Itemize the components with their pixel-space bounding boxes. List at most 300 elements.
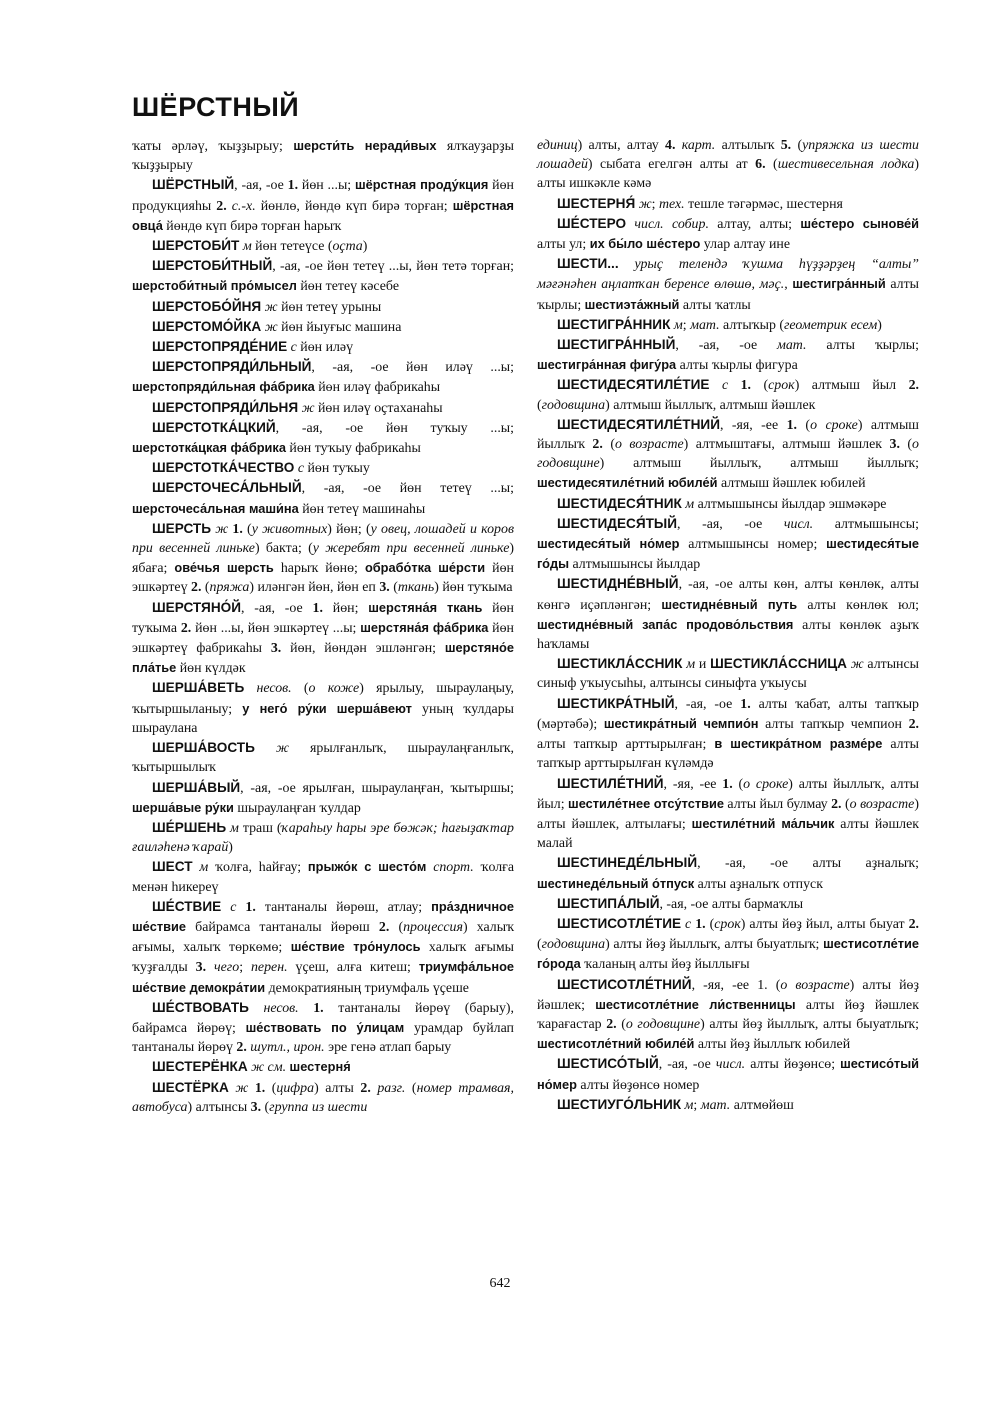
- dictionary-entry: [132, 738, 514, 777]
- example-phrase: шёрстная проду́кция: [354, 177, 489, 193]
- translation-text: (: [405, 1080, 417, 1096]
- grammar-note: м: [242, 239, 252, 255]
- example-phrase: шестерня́: [289, 1059, 351, 1075]
- translation-text: , -ая, -ое: [677, 516, 784, 532]
- dictionary-entry: [132, 297, 514, 317]
- translation-text: үҫеш, алға китеш;: [287, 960, 419, 976]
- grammar-note: ж см.: [251, 1060, 287, 1076]
- translation-text: ;: [651, 196, 659, 212]
- translation-text: алтмышынсы номер;: [679, 537, 827, 553]
- translation-text: , -ая, -ое йөн туҡыу ...ы;: [275, 420, 514, 436]
- grammar-note: единиц: [537, 138, 578, 153]
- translation-text: ) алты: [314, 1080, 361, 1096]
- translation-text: алтынсы синыф уҡыусыһы, алтынсы синыфта уҡыусы: [537, 657, 919, 692]
- dictionary-entry: [537, 774, 919, 854]
- grammar-note: пряжа: [209, 580, 250, 596]
- translation-text: (: [791, 138, 803, 153]
- example-phrase: ше́ствие тро́нулось: [290, 939, 421, 955]
- grammar-note: упряжка из шести лошадей: [537, 138, 919, 173]
- translation-text: ): [228, 840, 233, 856]
- grammar-note: с: [685, 916, 692, 932]
- translation-text: алты йәшлек малай: [537, 816, 920, 852]
- headword: ШЕСТИГРА́ННИК: [557, 316, 671, 332]
- translation-text: йөн күлдәк: [176, 661, 246, 677]
- translation-text: йөн ...ы, йөн эшкәртеү ...ы;: [191, 620, 361, 636]
- translation-text: байрамса тантаналы йөрөш: [186, 919, 379, 935]
- translation-text: , -ая, -ое: [234, 178, 288, 194]
- headword: ШЕСТИДЕСЯ́ТЫЙ: [557, 515, 678, 531]
- translation-text: , -ая, -ое йөн тетеү ...ы, йөн тетә торған;: [272, 259, 514, 275]
- dictionary-entry: [132, 519, 514, 598]
- example-phrase: у него́ ру́ки шерша́веют: [242, 700, 412, 716]
- translation-text: ҡаланың алты йөҙ йыллығы: [580, 957, 750, 973]
- translation-text: ) алты, алтау: [577, 138, 666, 153]
- example-phrase: шерстяно́е пла́тье: [132, 640, 514, 676]
- translation-text: урамдар буйлап тантаналы йөрөү: [132, 1020, 514, 1056]
- sense-number: 2.: [908, 378, 919, 394]
- example-phrase: шестисо́тый но́мер: [537, 1056, 919, 1092]
- translation-text: (: [265, 1080, 277, 1096]
- translation-text: [206, 960, 214, 975]
- usage-label: мат.: [777, 338, 807, 354]
- sense-number: 3.: [270, 641, 282, 657]
- translation-text: траш (: [238, 820, 282, 836]
- sense-number: 2.: [236, 1040, 247, 1056]
- translation-text: алты йөҙ йәшлек ҡарағастар: [537, 997, 919, 1032]
- translation-text: ;: [682, 317, 691, 333]
- grammar-note: шестивесельная лодка: [777, 157, 915, 173]
- dictionary-entry: [132, 598, 514, 679]
- headword: ШЕРСТОТКА́ЧЕСТВО: [152, 460, 295, 476]
- headword: ШЕ́СТВИЕ: [152, 898, 222, 914]
- sense-number: 2.: [592, 437, 603, 453]
- headword: ШЕРСТОПРЯДЕ́НИЕ: [152, 339, 288, 355]
- dictionary-entry: [132, 357, 514, 397]
- grammar-note: о возрасте: [849, 796, 915, 812]
- translation-text: алты йөҙөнсө;: [745, 1057, 841, 1073]
- dictionary-entry: [537, 853, 919, 893]
- usage-label: мат.: [690, 317, 720, 333]
- dictionary-entry: [132, 317, 514, 337]
- grammar-note: о сроке: [810, 417, 858, 433]
- example-phrase: шестисотле́тие го́рода: [537, 936, 919, 972]
- example-phrase: прыжо́к с шесто́м: [307, 859, 427, 875]
- headword: ШЕРСТОЧЕСА́ЛЬНЫЙ: [152, 480, 302, 496]
- example-phrase: шестисотле́тние ли́ственницы: [595, 996, 796, 1012]
- translation-text: алты йөҙөнсө номер: [576, 1077, 700, 1093]
- grammar-note: м: [684, 1097, 694, 1113]
- dictionary-entry: [132, 998, 514, 1058]
- translation-text: (: [389, 580, 398, 596]
- sense-number: 1.: [786, 417, 797, 433]
- translation-text: алты ҡырлы;: [537, 277, 919, 313]
- translation-text: , -ая, -ое йөн тетеү ...ы;: [301, 481, 514, 497]
- sense-number: 2.: [216, 198, 227, 214]
- translation-text: ) алтмыш йыллыҡ: [537, 417, 919, 453]
- translation-text: , -ая, -ое алты аҙналыҡ;: [697, 856, 919, 872]
- sense-number: 2.: [360, 1080, 371, 1096]
- translation-text: алты ҡырлы фигура: [676, 358, 798, 374]
- translation-text: алтмыш йәшлек юбилей: [717, 476, 866, 492]
- translation-text: ) йөн; (: [327, 521, 371, 537]
- sense-number: 1.: [695, 916, 706, 932]
- translation-text: (: [751, 378, 769, 394]
- usage-label: перен.: [250, 960, 288, 976]
- usage-label: мат.: [700, 1097, 731, 1113]
- example-phrase: шерстопряди́льная фа́брика: [132, 379, 315, 395]
- translation-text: (: [899, 437, 913, 453]
- grammar-note: чего: [214, 960, 240, 976]
- grammar-note: ж: [301, 400, 315, 416]
- grammar-note: ткань: [397, 580, 435, 596]
- translation-text: , -ая, -ое ярылған, шыраулаңған, ҡытыршы;: [240, 780, 514, 796]
- translation-text: ҡолға менән һикереү: [132, 860, 515, 895]
- translation-text: алтау, алты;: [708, 216, 801, 232]
- headword: ШЕРСТОБИ́ТНЫЙ: [152, 258, 273, 274]
- translation-text: ): [877, 317, 882, 333]
- example-phrase: шестидесятиле́тний юбиле́й: [537, 475, 718, 491]
- dictionary-entry: [537, 214, 919, 254]
- translation-text: ) алтмыш йыллыҡ, алтмыш йыллыҡ;: [599, 456, 919, 472]
- translation-text: , -ая, -ое: [674, 696, 741, 712]
- translation-text: алты көнлөк юл;: [797, 597, 920, 613]
- grammar-note: ж: [264, 299, 278, 315]
- sense-number: 5.: [780, 138, 792, 153]
- dictionary-entry: [132, 857, 514, 896]
- dictionary-entry: [537, 254, 919, 315]
- headword: ШЕ́РШЕНЬ: [152, 819, 227, 835]
- translation-text: ҡолға, һайғау;: [208, 860, 308, 876]
- translation-text: алты тапҡыр чемпион: [758, 716, 909, 732]
- translation-text: ) алтмыш йыллыҡ, алтмыш йәшлек: [605, 397, 816, 413]
- translation-text: (: [732, 776, 744, 792]
- headword: ШЕСТИЛЕ́ТНИЙ: [557, 775, 664, 791]
- dictionary-entry: [537, 1054, 919, 1094]
- headword: ШЕРСТОПРЯДИ́ЛЬНЫЙ: [152, 359, 312, 375]
- dictionary-entry: [537, 894, 919, 914]
- usage-label: числ.: [783, 516, 814, 532]
- sense-number: 3.: [379, 580, 390, 596]
- translation-text: ) алтмыш йыл: [794, 378, 909, 394]
- usage-label: спорт.: [433, 860, 474, 876]
- dictionary-entry: [132, 256, 514, 296]
- dictionary-entry: [132, 136, 514, 175]
- grammar-note: ж: [215, 521, 229, 537]
- dictionary-entry: [537, 654, 919, 693]
- grammar-note: с: [297, 461, 304, 477]
- example-phrase: шестиэта́жный: [584, 296, 680, 312]
- translation-text: , -яя, -ее: [663, 776, 723, 792]
- translation-text: ) сыбата егелгән алты ат: [587, 157, 756, 173]
- sense-number: 2.: [908, 716, 919, 732]
- headword: ШЕСТИДЕСЯ́ТНИК: [557, 495, 682, 511]
- grammar-note: геометрик есем: [784, 317, 878, 333]
- translation-text: ) иләнгән йөн, йөн еп: [249, 580, 380, 596]
- translation-text: йөн иләү фабрикаһы: [314, 380, 441, 396]
- grammar-note: группа из шести: [269, 1099, 368, 1115]
- example-phrase: шерстяна́я фа́брика: [360, 619, 489, 635]
- headword: ШЕСТЁРКА: [152, 1079, 229, 1095]
- usage-label: с.-х.: [231, 198, 256, 214]
- translation-text: ялҡауҙарҙы ҡыҙҙырыу: [132, 139, 514, 174]
- dictionary-entry: [537, 375, 919, 414]
- translation-text: ) алты йәшлек, алтылағы;: [537, 796, 919, 832]
- example-phrase: шёрстная овца́: [132, 197, 514, 233]
- headword: ШЕСТИПА́ЛЫЙ: [557, 895, 660, 911]
- translation-text: (: [242, 521, 252, 537]
- grammar-note: м: [230, 820, 239, 836]
- grammar-note: у овец, лошадей и коров при весенней линьке: [132, 521, 514, 557]
- headword: ШЕРСТОМО́ЙКА: [152, 318, 262, 334]
- dictionary-entry: [537, 494, 919, 514]
- dictionary-entry: [132, 418, 514, 458]
- translation-text: (: [389, 919, 404, 935]
- example-phrase: шестисотле́тний юбиле́й: [537, 1036, 695, 1052]
- translation-text: ) алты йөҙ йәшлек;: [537, 977, 919, 1013]
- headword: ШЕРСТЬ: [152, 520, 212, 536]
- headword: ШЁРСТНЫЙ: [152, 177, 235, 193]
- grammar-note: номер трамвая, автобуса: [132, 1080, 514, 1115]
- grammar-note: с: [230, 899, 237, 915]
- grammar-note: ж: [850, 657, 864, 673]
- translation-text: алты ул;: [537, 237, 590, 253]
- translation-text: йөн эшкәртеү фабрикаһы: [132, 620, 514, 657]
- dictionary-entry: [132, 1057, 514, 1077]
- translation-text: ) алты йөҙ йыл, алты быуат: [740, 916, 909, 932]
- translation-text: йөн туҡыу фабрикаһы: [285, 441, 421, 457]
- translation-text: алты аҙналыҡ отпуск: [694, 876, 823, 892]
- dictionary-entry: [132, 478, 514, 518]
- translation-text: йөн тетеү урыны: [277, 299, 382, 315]
- example-phrase: шестидне́вный путь: [661, 596, 798, 612]
- sense-number: 1.: [722, 776, 733, 792]
- usage-label: тех.: [658, 196, 685, 212]
- headword: ШЕРСТОБИ́Т: [152, 238, 240, 254]
- dictionary-entry: [132, 678, 514, 738]
- headword: ШЕРСТОТКА́ЦКИЙ: [152, 419, 276, 435]
- left-column: [132, 136, 514, 1117]
- dictionary-entry: [537, 415, 919, 494]
- headword: ШЕРША́ВОСТЬ: [152, 740, 255, 756]
- headword: ШЕРСТОБО́ЙНЯ: [152, 298, 262, 314]
- grammar-note: м: [686, 657, 696, 673]
- translation-text: и: [695, 657, 711, 673]
- translation-text: , -ая, -ое йөн иләү ...ы;: [311, 360, 514, 376]
- grammar-note: у жеребят при весенней линьке: [312, 541, 510, 557]
- example-phrase: шестиле́тнее отсу́тствие: [568, 795, 724, 811]
- example-phrase: шерстотка́цкая фа́брика: [132, 440, 286, 456]
- example-phrase: триумфа́льное ше́ствие демокра́тии: [132, 959, 514, 995]
- translation-text: ) алты йыллыҡ, алты йыл;: [537, 776, 919, 812]
- sense-number: 3.: [195, 960, 207, 976]
- headword: ШЕ́СТЕРО: [557, 215, 627, 231]
- grammar-note: срок: [768, 378, 795, 394]
- translation-text: ) алтмыштағы, алтмыш йәшлек: [683, 437, 890, 453]
- translation-text: ;: [239, 960, 251, 976]
- grammar-note: несов.: [263, 1000, 299, 1016]
- translation-text: [728, 378, 740, 393]
- example-phrase: шестигра́нная фигу́ра: [537, 357, 677, 373]
- grammar-note: о коже: [308, 681, 360, 697]
- dictionary-entry: [537, 335, 919, 375]
- dictionary-entry: [537, 694, 919, 774]
- translation-text: ): [362, 239, 368, 255]
- dictionary-entry: [537, 136, 919, 194]
- headword: ШЕ́СТВОВАТЬ: [152, 999, 249, 1015]
- translation-text: ) алты йөҙ йыллыҡ, алты быуатлыҡ;: [605, 937, 824, 953]
- grammar-note: ж: [275, 741, 289, 757]
- sense-number: 1.: [232, 521, 243, 537]
- grammar-note: у животных: [251, 521, 328, 537]
- sense-number: 1.: [312, 600, 323, 616]
- headword: ШЕСТИДЕСЯТИЛЕ́ТНИЙ: [557, 416, 720, 432]
- translation-text: , -ая, -ое: [675, 338, 777, 354]
- example-phrase: шестиле́тний ма́льчик: [691, 815, 835, 831]
- usage-label: шутл., ирон.: [250, 1040, 325, 1056]
- usage-label: карт.: [681, 138, 716, 153]
- example-phrase: их бы́ло ше́стеро: [589, 236, 701, 252]
- translation-text: (: [537, 937, 542, 953]
- translation-text: шыраулаңған ҡулдар: [233, 800, 361, 816]
- dictionary-entry: [132, 818, 514, 857]
- headword: ШЕСТИУГО́ЛЬНИК: [557, 1096, 682, 1112]
- translation-text: [709, 378, 721, 393]
- translation-text: алты ҡатлы: [679, 297, 751, 313]
- translation-text: эре генә атлап барыу: [324, 1040, 452, 1056]
- example-phrase: пра́здничное ше́ствие: [132, 898, 514, 934]
- translation-text: йөнлө, йөндө күп бирә торған;: [255, 198, 453, 214]
- example-phrase: ове́чья шерсть: [174, 560, 274, 576]
- translation-text: йөн эшкәртеү: [132, 561, 514, 596]
- grammar-note: с: [721, 378, 729, 394]
- translation-text: алтмөйөш: [730, 1097, 794, 1113]
- dictionary-entry: [537, 194, 919, 214]
- example-phrase: ше́ствовать по у́лицам: [245, 1019, 405, 1035]
- example-phrase: ше́стеро сынове́й: [800, 215, 920, 231]
- translation-text: йөн;: [322, 600, 369, 616]
- translation-text: ;: [693, 1097, 701, 1113]
- translation-text: [619, 257, 635, 272]
- sense-number: 1.: [740, 378, 752, 394]
- headword: ШЕСТ: [152, 859, 193, 875]
- sense-number: 3.: [250, 1099, 262, 1115]
- translation-text: алтмышынсы йылдар: [569, 557, 701, 573]
- sense-number: 1.: [740, 696, 751, 712]
- grammar-note: числ. собир.: [634, 216, 709, 232]
- translation-text: , -ая, -ое алты бармаҡлы: [659, 896, 804, 912]
- sense-number: 2.: [191, 580, 202, 596]
- headword: ШЕРША́ВЫЙ: [152, 779, 241, 795]
- translation-text: , -ая, -ое: [241, 600, 313, 616]
- translation-text: алты тапҡыр арттырылған күләмдә: [537, 737, 919, 772]
- headword: ШЕРСТЯНО́Й: [152, 599, 241, 615]
- headword: ШЕРСТОПРЯДИ́ЛЬНЯ: [152, 399, 299, 415]
- grammar-note: о годовщине: [625, 1016, 701, 1032]
- sense-number: 6.: [755, 157, 766, 173]
- headword: ШЕСТИСО́ТЫЙ: [557, 1056, 659, 1072]
- translation-text: йөн, йөндән эшләнгән;: [281, 641, 445, 657]
- example-phrase: шестидне́вный запа́с продово́льствия: [537, 616, 794, 632]
- sense-number: 1.: [254, 1080, 266, 1096]
- dictionary-entry: [132, 458, 514, 478]
- translation-text: , -ая, -ое алты көн, алты көнлөк, алты көнгә иҫәпләнгән;: [537, 577, 919, 613]
- sense-number: 2.: [831, 796, 842, 812]
- translation-text: алты йыл булмау: [723, 796, 832, 812]
- translation-text: (: [765, 157, 778, 173]
- page-number: 642: [489, 1276, 511, 1291]
- translation-text: ҡаты әрләү, ҡыҙҙырыу;: [132, 139, 294, 154]
- grammar-note: ҡараһыу һары эре бөжәк; һағыҙаҡтар ғаиләһенә ҡарай: [132, 820, 514, 856]
- translation-text: ) йөн туҡыма: [434, 580, 513, 596]
- translation-text: (: [291, 681, 309, 697]
- translation-text: ) ярылыу, шыраулаңыу, ҡытыршыланыу;: [132, 681, 514, 717]
- dictionary-entry: [537, 975, 919, 1055]
- headword: ШЕСТИСОТЛЕ́ТИЕ: [557, 915, 682, 931]
- translation-text: (: [261, 1099, 270, 1115]
- translation-text: ярылғанлыҡ, шыраулаңғанлыҡ, ҡытыршылыҡ: [132, 741, 514, 776]
- headword: ШЕСТИ...: [557, 256, 619, 272]
- example-phrase: шестикра́тный чемпио́н: [603, 715, 759, 731]
- translation-text: йөн иләү оҫтаханаһы: [314, 400, 443, 416]
- grammar-note: цифра: [276, 1080, 315, 1096]
- translation-text: улар алтау ине: [700, 237, 791, 253]
- running-head: ШЁРСТНЫЙ: [132, 92, 300, 122]
- translation-text: [244, 681, 256, 696]
- translation-text: йөн ...ы;: [298, 178, 355, 194]
- example-phrase: шерша́вые ру́ки: [132, 799, 234, 815]
- grammar-note: годовщина: [541, 937, 606, 953]
- headword: ШЕСТЕРНЯ́: [557, 195, 636, 211]
- example-phrase: шестидеся́тые го́ды: [537, 536, 919, 572]
- translation-text: йөн туҡыу: [304, 461, 370, 477]
- example-phrase: в шестикра́тном разме́ре: [714, 736, 883, 752]
- translation-text: һарыҡ йөнө;: [273, 561, 365, 577]
- translation-text: йөн продукцияһы: [132, 178, 514, 214]
- example-phrase: шестигра́нный: [792, 276, 886, 292]
- grammar-note: годовщина: [541, 397, 606, 413]
- translation-text: уның ҡулдары шыраулана: [132, 701, 514, 736]
- translation-text: (: [616, 1016, 626, 1032]
- translation-text: алтылыҡ: [715, 138, 781, 153]
- headword: ШЕСТИСОТЛЕ́ТНИЙ: [557, 976, 692, 992]
- translation-text: (: [201, 580, 210, 596]
- dictionary-entry: [537, 914, 919, 975]
- translation-text: ) алты йөҙ йыллыҡ, алты быуатлыҡ;: [700, 1016, 919, 1032]
- grammar-note: оҫта: [332, 239, 363, 255]
- dictionary-entry: [537, 315, 919, 335]
- translation-text: (: [537, 397, 542, 413]
- translation-text: ) алты ишкәкле кәмә: [537, 157, 919, 192]
- translation-text: алты көнлөк аҙыҡ һаҡламы: [537, 617, 919, 653]
- translation-text: , -яя, -ее: [719, 417, 787, 433]
- translation-text: (: [602, 437, 615, 453]
- translation-text: тешле тәгәрмәс, шестерня: [684, 196, 843, 212]
- dictionary-entry: [132, 337, 514, 357]
- example-phrase: шестинеде́льный о́тпуск: [537, 875, 695, 891]
- translation-text: алты ҡабат, алты тапҡыр (мәртәбә);: [537, 696, 920, 732]
- dictionary-entry: [537, 1095, 919, 1115]
- grammar-note: ж: [235, 1080, 249, 1096]
- example-phrase: шерсти́ть неради́вых: [293, 138, 437, 153]
- headword: ШЕСТИДЕСЯТИЛЕ́ТИЕ: [557, 377, 710, 393]
- translation-text: алты йөҙ йыллыҡ юбилей: [694, 1037, 851, 1053]
- translation-text: , -ая, -ое: [658, 1057, 716, 1073]
- translation-text: ) халыҡ ағымы, халыҡ төркөмө;: [132, 919, 514, 956]
- usage-label: числ.: [715, 1057, 746, 1073]
- grammar-note: урыҫ телендә ҡушма һүҙҙәрҙең “алты” мәғәнәһен аңлатҡан беренсе өлөшө, мәҫ.: [537, 257, 919, 293]
- grammar-note: срок: [714, 916, 741, 932]
- grammar-note: о возрасте: [614, 437, 684, 453]
